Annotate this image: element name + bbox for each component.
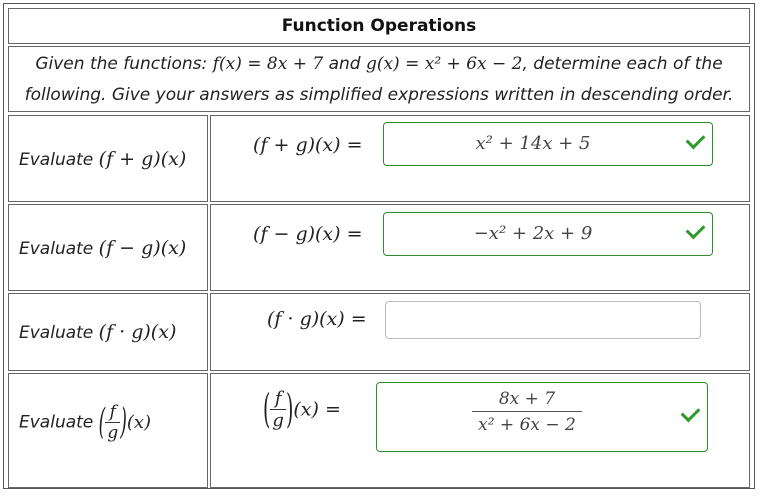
evaluate-word: Evaluate [19,239,94,259]
row-product-label-cell [8,293,208,371]
row-label [19,148,186,170]
lhs-fraction [270,388,286,431]
row-label [19,321,176,343]
lhs-text: (f − g)(x) = [253,223,363,245]
right-paren: ) [120,401,127,444]
lhs-expression [263,388,341,431]
answer-value [386,302,670,338]
line1-suffix: , determine each of the [522,54,723,74]
quotient-fraction [105,402,120,443]
given-prefix: Given the functions: [35,54,208,74]
table-title: Function Operations [8,8,750,44]
row-difference-answer-cell [210,204,750,291]
answer-denominator: x² + 6x − 2 [478,415,576,435]
answer-fraction-wrap [377,389,677,435]
lhs-expression [253,223,363,245]
answer-fraction [472,389,582,435]
answer-input-quotient[interactable] [376,382,708,452]
row-sum-label-cell [8,115,208,202]
row-label [19,402,151,443]
and-word: and [328,54,361,74]
operation-expression: (f − g)(x) [98,237,187,259]
f-definition: f(x) = 8x + 7 [212,54,324,74]
answer-value: x² + 14x + 5 [475,133,591,154]
operation-expression: (f · g)(x) [98,321,177,343]
lhs-text: (f + g)(x) = [253,134,363,156]
fraction-numerator: f [105,402,120,423]
lhs-expression [253,134,363,156]
lhs-text: (f · g)(x) = [267,308,367,330]
answer-value: −x² + 2x + 9 [473,223,593,244]
g-definition: g(x) = x² + 6x − 2 [365,54,523,74]
row-quotient-label-cell [8,373,208,488]
fraction-denominator: g [107,423,119,443]
lhs-tail: (x) = [293,398,341,421]
instructions [8,46,750,112]
answer-input-difference[interactable] [383,212,713,256]
evaluate-word: Evaluate [19,150,94,170]
row-sum-answer-cell [210,115,750,202]
evaluate-word: Evaluate [19,412,94,433]
operation-expression: (f + g)(x) [98,148,187,170]
answer-input-product[interactable] [385,301,701,339]
fraction-denominator: g [272,410,284,431]
answer-input-sum[interactable] [383,122,713,166]
lhs-expression [267,308,367,330]
checkmark-icon [686,130,706,150]
fraction-numerator: f [270,388,286,410]
left-paren: ( [98,401,106,444]
operation-tail: (x) [126,412,152,433]
left-paren: ( [263,386,271,433]
checkmark-icon [686,220,706,240]
right-paren: ) [285,386,294,433]
instructions-line-2: following. Give your answers as simplified expressions written in descending order. [24,85,734,105]
row-quotient-answer-cell [210,373,750,488]
evaluate-word: Evaluate [19,323,94,343]
checkmark-icon [681,403,701,423]
instructions-line-1 [9,49,749,80]
answer-numerator: 8x + 7 [472,389,582,412]
function-operations-table [3,3,755,489]
row-product-answer-cell [210,293,750,371]
row-difference-label-cell [8,204,208,291]
row-label [19,237,186,259]
